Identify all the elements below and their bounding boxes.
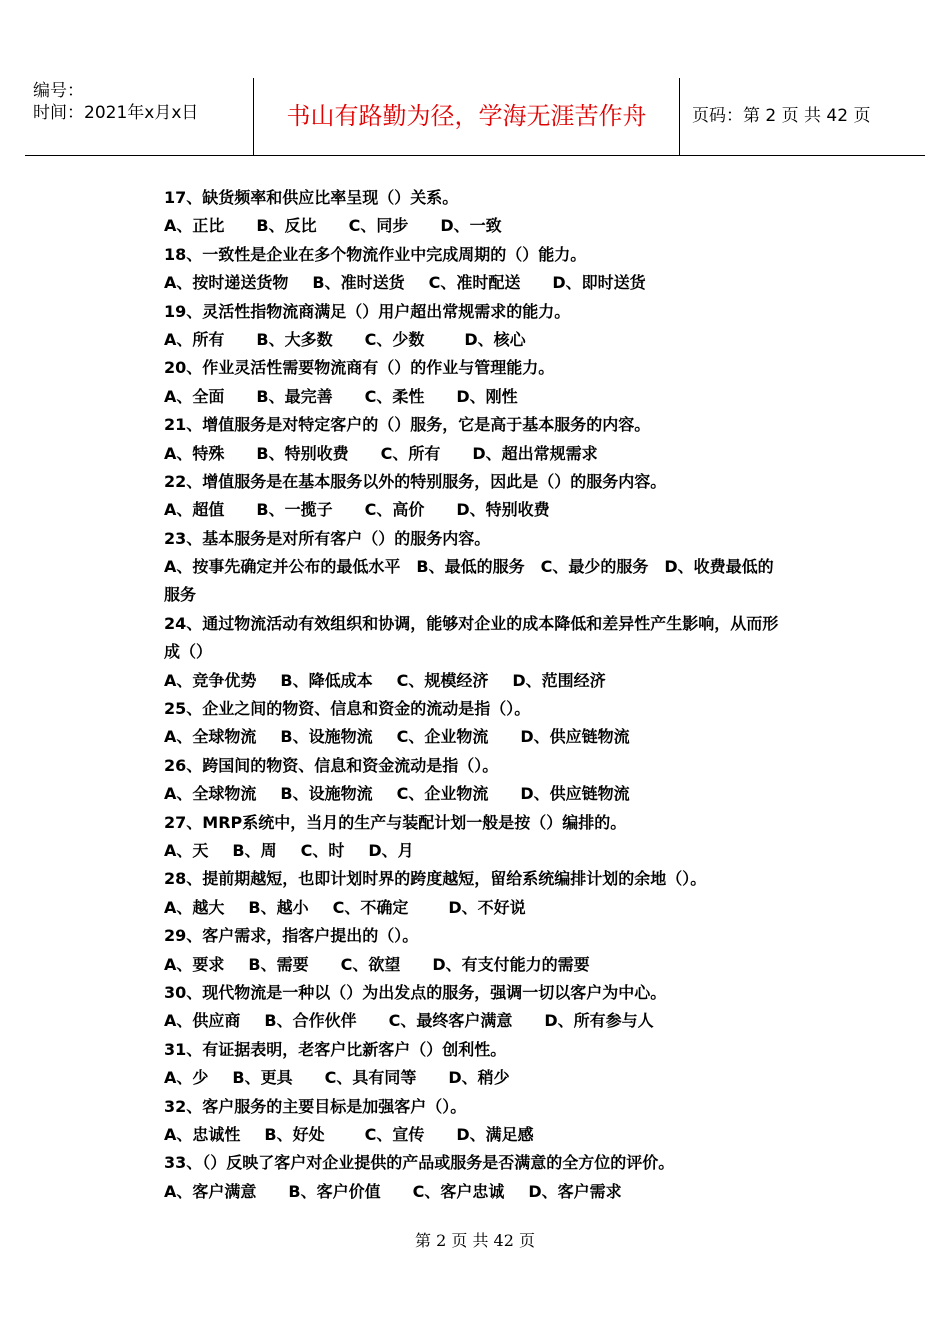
option-c: C、企业物流: [396, 727, 489, 747]
question-text: 20、作业灵活性需要物流商有（）的作业与管理能力。: [164, 358, 555, 378]
option-b: B、设施物流: [280, 727, 373, 747]
option-c: C、准时配送: [428, 273, 521, 293]
option-b: B、降低成本: [280, 670, 373, 690]
option-b: B、客户价值: [288, 1181, 381, 1201]
header-motto: 书山有路勤为径，学海无涯苦作舟: [254, 78, 680, 155]
option-d: D、收费最低的: [664, 557, 774, 577]
answer-options: [164, 1121, 804, 1149]
option-c: C、客户忠诚: [412, 1181, 505, 1201]
answer-options: [164, 723, 804, 751]
answer-options: [164, 837, 804, 865]
option-b: B、最完善: [256, 386, 333, 406]
question-list: [164, 184, 804, 1206]
answer-options: [164, 951, 804, 979]
option-d: D、有支付能力的需要: [432, 954, 590, 974]
option-a: A、天: [164, 840, 209, 860]
option-d: D、供应链物流: [520, 727, 630, 747]
answer-options: [164, 326, 804, 354]
option-b: B、合作伙伴: [264, 1011, 357, 1031]
answer-options: [164, 553, 804, 581]
question-text: 32、客户服务的主要目标是加强客户（）。: [164, 1096, 467, 1116]
option-a: A、所有: [164, 329, 225, 349]
option-a: A、按时递送货物: [164, 273, 289, 293]
answer-options: [164, 496, 804, 524]
document-number-label: 编号：: [33, 81, 84, 101]
answer-options: [164, 667, 804, 695]
header-meta: [25, 78, 254, 155]
option-a: A、正比: [164, 216, 225, 236]
question-text-continued: 成（）: [164, 642, 213, 662]
option-d: D、一致: [440, 216, 502, 236]
page-header: [25, 78, 925, 156]
option-b: B、越小: [248, 897, 309, 917]
option-a: A、全面: [164, 386, 225, 406]
option-c: C、具有同等: [324, 1068, 417, 1088]
option-c: C、少数: [364, 329, 425, 349]
answer-options: [164, 894, 804, 922]
option-b: B、好处: [264, 1124, 325, 1144]
option-d: D、不好说: [448, 897, 526, 917]
answer-options: [164, 780, 804, 808]
option-b: B、更具: [232, 1068, 293, 1088]
option-c: C、欲望: [340, 954, 401, 974]
answer-options: [164, 1178, 804, 1206]
option-c: C、规模经济: [396, 670, 489, 690]
option-d: D、范围经济: [512, 670, 606, 690]
question-text: 24、通过物流活动有效组织和协调，能够对企业的成本降低和差异性产生影响，从而形: [164, 613, 779, 633]
question-text: 30、现代物流是一种以（）为出发点的服务，强调一切以客户为中心。: [164, 982, 667, 1002]
question-text: 19、灵活性指物流商满足（）用户超出常规需求的能力。: [164, 301, 571, 321]
option-a: A、要求: [164, 954, 225, 974]
option-d: D、供应链物流: [520, 784, 630, 804]
option-d: D、月: [368, 840, 414, 860]
option-d: D、所有参与人: [544, 1011, 654, 1031]
option-a: A、竞争优势: [164, 670, 257, 690]
option-c: C、高价: [364, 500, 425, 520]
question-text: 33、（）反映了客户对企业提供的产品或服务是否满意的全方位的评价。: [164, 1153, 675, 1173]
document-time-label: 时间：2021年x月x日: [33, 103, 199, 123]
option-d: D、特别收费: [456, 500, 550, 520]
option-b: B、准时送货: [312, 273, 405, 293]
header-page-info: 页码：第 2 页 共 42 页: [692, 106, 871, 126]
question-text: 23、基本服务是对所有客户（）的服务内容。: [164, 528, 491, 548]
option-b: B、最低的服务: [416, 557, 525, 577]
option-a: A、供应商: [164, 1011, 241, 1031]
option-a: A、忠诚性: [164, 1124, 241, 1144]
option-c: C、宣传: [364, 1124, 425, 1144]
question-text: 25、企业之间的物资、信息和资金的流动是指（）。: [164, 699, 531, 719]
option-a: A、特殊: [164, 443, 225, 463]
option-d: D、即时送货: [552, 273, 646, 293]
answer-options: [164, 383, 804, 411]
option-d: D、刚性: [456, 386, 518, 406]
option-a: A、超值: [164, 500, 225, 520]
option-d: D、满足感: [456, 1124, 534, 1144]
option-c: C、企业物流: [396, 784, 489, 804]
question-text: 29、客户需求，指客户提出的（）。: [164, 926, 419, 946]
option-d: D、核心: [464, 329, 526, 349]
option-d: D、超出常规需求: [472, 443, 598, 463]
question-text: 21、增值服务是对特定客户的（）服务，它是高于基本服务的内容。: [164, 415, 651, 435]
option-d: D、客户需求: [528, 1181, 622, 1201]
question-text: 31、有证据表明，老客户比新客户（）创利性。: [164, 1039, 507, 1059]
question-text: 17、缺货频率和供应比率呈现（）关系。: [164, 188, 459, 207]
option-c: C、最终客户满意: [388, 1011, 513, 1031]
answer-options: [164, 440, 804, 468]
page-footer: 第 2 页 共 42 页: [415, 1231, 535, 1250]
answer-options: [164, 212, 804, 240]
option-c: C、时: [300, 840, 345, 860]
answer-options-continued: 服务: [164, 585, 197, 605]
option-a: A、客户满意: [164, 1181, 257, 1201]
option-b: B、反比: [256, 216, 317, 236]
option-b: B、一揽子: [256, 500, 333, 520]
option-c: C、不确定: [332, 897, 409, 917]
option-b: B、周: [232, 840, 277, 860]
answer-options: [164, 1007, 804, 1035]
option-a: A、按事先确定并公布的最低水平: [164, 557, 401, 577]
answer-options: [164, 1064, 804, 1092]
option-d: D、稍少: [448, 1068, 510, 1088]
question-text: 27、MRP系统中，当月的生产与装配计划一般是按（）编排的。: [164, 812, 627, 832]
option-c: C、同步: [348, 216, 409, 236]
option-a: A、越大: [164, 897, 225, 917]
option-b: B、设施物流: [280, 784, 373, 804]
option-b: B、大多数: [256, 329, 333, 349]
option-c: C、最少的服务: [540, 557, 649, 577]
question-text: 22、增值服务是在基本服务以外的特别服务，因此是（）的服务内容。: [164, 471, 667, 491]
question-text: 26、跨国间的物资、信息和资金流动是指（）。: [164, 755, 499, 775]
option-b: B、特别收费: [256, 443, 349, 463]
option-b: B、需要: [248, 954, 309, 974]
option-a: A、少: [164, 1068, 209, 1088]
option-c: C、柔性: [364, 386, 425, 406]
question-text: 18、一致性是企业在多个物流作业中完成周期的（）能力。: [164, 244, 587, 264]
option-c: C、所有: [380, 443, 441, 463]
option-a: A、全球物流: [164, 784, 257, 804]
question-text: 28、提前期越短，也即计划时界的跨度越短，留给系统编排计划的余地（）。: [164, 869, 707, 889]
answer-options: [164, 269, 804, 297]
option-a: A、全球物流: [164, 727, 257, 747]
